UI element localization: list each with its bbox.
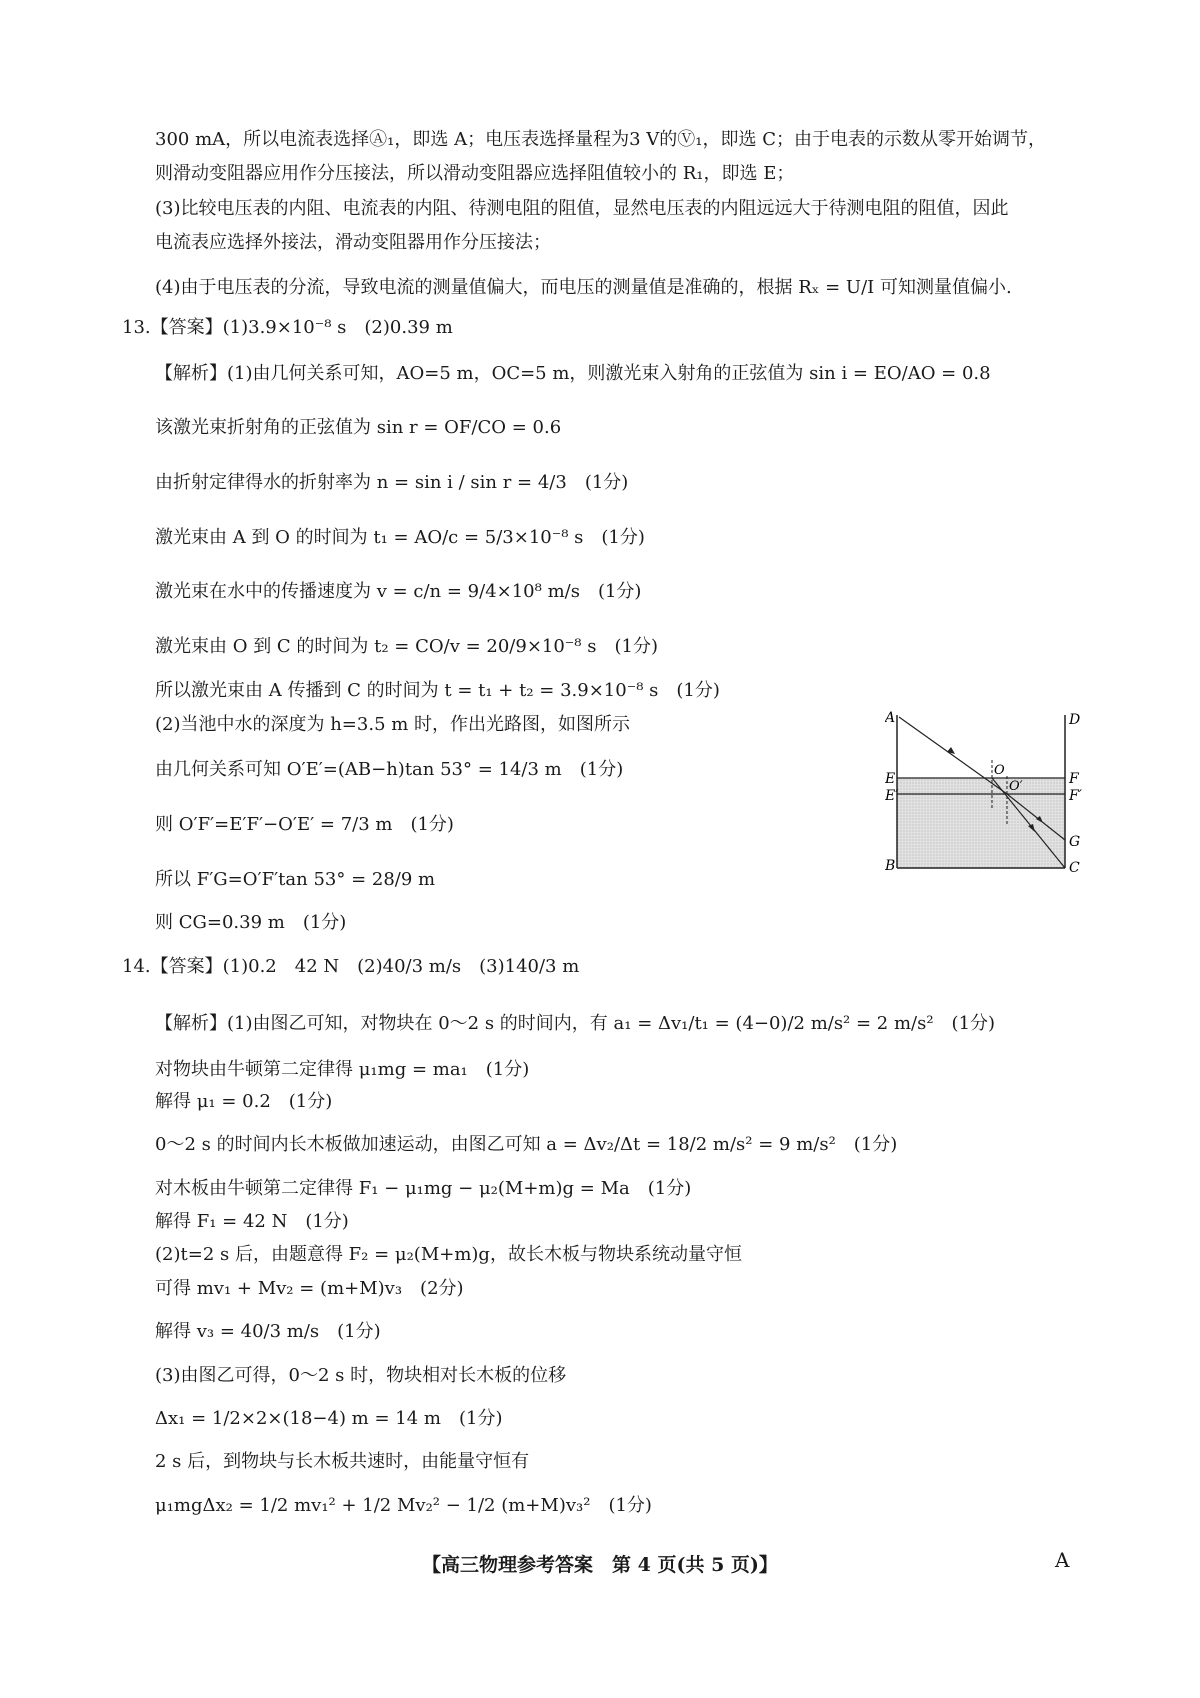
text-line: (2)t=2 s 后，由题意得 F₂ = μ₂(M+m)g，故长木板与物块系统动量守恒 <box>155 1244 742 1265</box>
text-line: (2)当池中水的深度为 h=3.5 m 时，作出光路图，如图所示 <box>155 714 631 735</box>
text-line: 300 mA，所以电流表选择Ⓐ₁，即选 A；电压表选择量程为3 V的Ⓥ₁，即选 C；由于电表的示数从零开始调节， <box>155 129 1046 150</box>
label-f2: F′ <box>1069 788 1082 804</box>
label-e: E <box>885 771 896 787</box>
text-line: (3)由图乙可得，0～2 s 时，物块相对长木板的位移 <box>155 1365 567 1386</box>
label-f: F <box>1069 771 1079 787</box>
text-line: 该激光束折射角的正弦值为 sin r = OF/CO = 0.6 <box>155 417 562 438</box>
text-line: (3)比较电压表的内阻、电流表的内阻、待测电阻的阻值，显然电压表的内阻远远大于待测电阻的阻值，因此 <box>155 198 1009 219</box>
text-line: 则 O′F′=E′F′−O′E′ = 7/3 m (1分) <box>155 814 454 835</box>
text-line: 则 CG=0.39 m (1分) <box>155 912 347 933</box>
text-line: 0～2 s 的时间内长木板做加速运动，由图乙可知 a = Δv₂/Δt = 18/2 m/s² = 9 m/s² (1分) <box>155 1134 898 1155</box>
page-footer: 【高三物理参考答案 第 4 页(共 5 页)】 <box>422 1554 778 1576</box>
text-line: 对木板由牛顿第二定律得 F₁ − μ₁mg − μ₂(M+m)g = Ma (1分) <box>155 1178 692 1199</box>
label-e2: E′ <box>885 788 899 804</box>
text-line: 可得 mv₁ + Mv₂ = (m+M)v₃ (2分) <box>155 1278 464 1299</box>
text-line: 14.【答案】(1)0.2 42 N (2)40/3 m/s (3)140/3 m <box>122 956 580 977</box>
text-line: 所以激光束由 A 传播到 C 的时间为 t = t₁ + t₂ = 3.9×10⁻⁸ s (1分) <box>155 680 720 701</box>
light-path-figure <box>885 710 1085 875</box>
arrow-incident-icon <box>947 747 955 754</box>
label-a: A <box>885 710 896 726</box>
text-line: 由折射定律得水的折射率为 n = sin i / sin r = 4/3 (1分) <box>155 472 629 493</box>
text-line: 解得 μ₁ = 0.2 (1分) <box>155 1091 333 1112</box>
version-mark: A <box>1055 1548 1070 1572</box>
text-line: 激光束由 A 到 O 的时间为 t₁ = AO/c = 5/3×10⁻⁸ s (1分) <box>155 527 645 548</box>
text-line: 对物块由牛顿第二定律得 μ₁mg = ma₁ (1分) <box>155 1059 530 1080</box>
text-line: 【解析】(1)由几何关系可知，AO=5 m，OC=5 m，则激光束入射角的正弦值为 sin i = EO/AO = 0.8 <box>155 363 991 384</box>
text-line: 激光束在水中的传播速度为 v = c/n = 9/4×10⁸ m/s (1分) <box>155 581 642 602</box>
text-line: 激光束由 O 到 C 的时间为 t₂ = CO/v = 20/9×10⁻⁸ s (1分) <box>155 636 658 657</box>
label-o: O <box>994 763 1005 778</box>
text-line: 由几何关系可知 O′E′=(AB−h)tan 53° = 14/3 m (1分) <box>155 759 624 780</box>
text-line: μ₁mgΔx₂ = 1/2 mv₁² + 1/2 Mv₂² − 1/2 (m+M)v₃² (1分) <box>155 1495 652 1516</box>
text-line: 【解析】(1)由图乙可知，对物块在 0～2 s 的时间内，有 a₁ = Δv₁/t₁ = (4−0)/2 m/s² = 2 m/s² (1分) <box>155 1013 996 1034</box>
text-line: Δx₁ = 1/2×2×(18−4) m = 14 m (1分) <box>155 1408 503 1429</box>
text-line: 电流表应选择外接法，滑动变阻器用作分压接法； <box>155 232 551 253</box>
text-line: 则滑动变阻器应用作分压接法，所以滑动变阻器应选择阻值较小的 R₁，即选 E； <box>155 163 795 184</box>
text-line: 13.【答案】(1)3.9×10⁻⁸ s (2)0.39 m <box>122 317 453 338</box>
text-line: 所以 F′G=O′F′tan 53° = 28/9 m <box>155 869 436 890</box>
text-line: 解得 v₃ = 40/3 m/s (1分) <box>155 1321 381 1342</box>
water-region <box>897 778 1065 868</box>
text-line: 解得 F₁ = 42 N (1分) <box>155 1211 349 1232</box>
label-d: D <box>1069 712 1081 728</box>
text-line: 2 s 后，到物块与长木板共速时，由能量守恒有 <box>155 1451 530 1472</box>
label-o2: O′ <box>1009 779 1023 794</box>
label-c: C <box>1069 860 1080 875</box>
label-b: B <box>885 858 896 874</box>
label-g: G <box>1069 834 1081 850</box>
text-line: (4)由于电压表的分流，导致电流的测量值偏大，而电压的测量值是准确的，根据 Rₓ = U/I 可知测量值偏小. <box>155 277 1012 298</box>
